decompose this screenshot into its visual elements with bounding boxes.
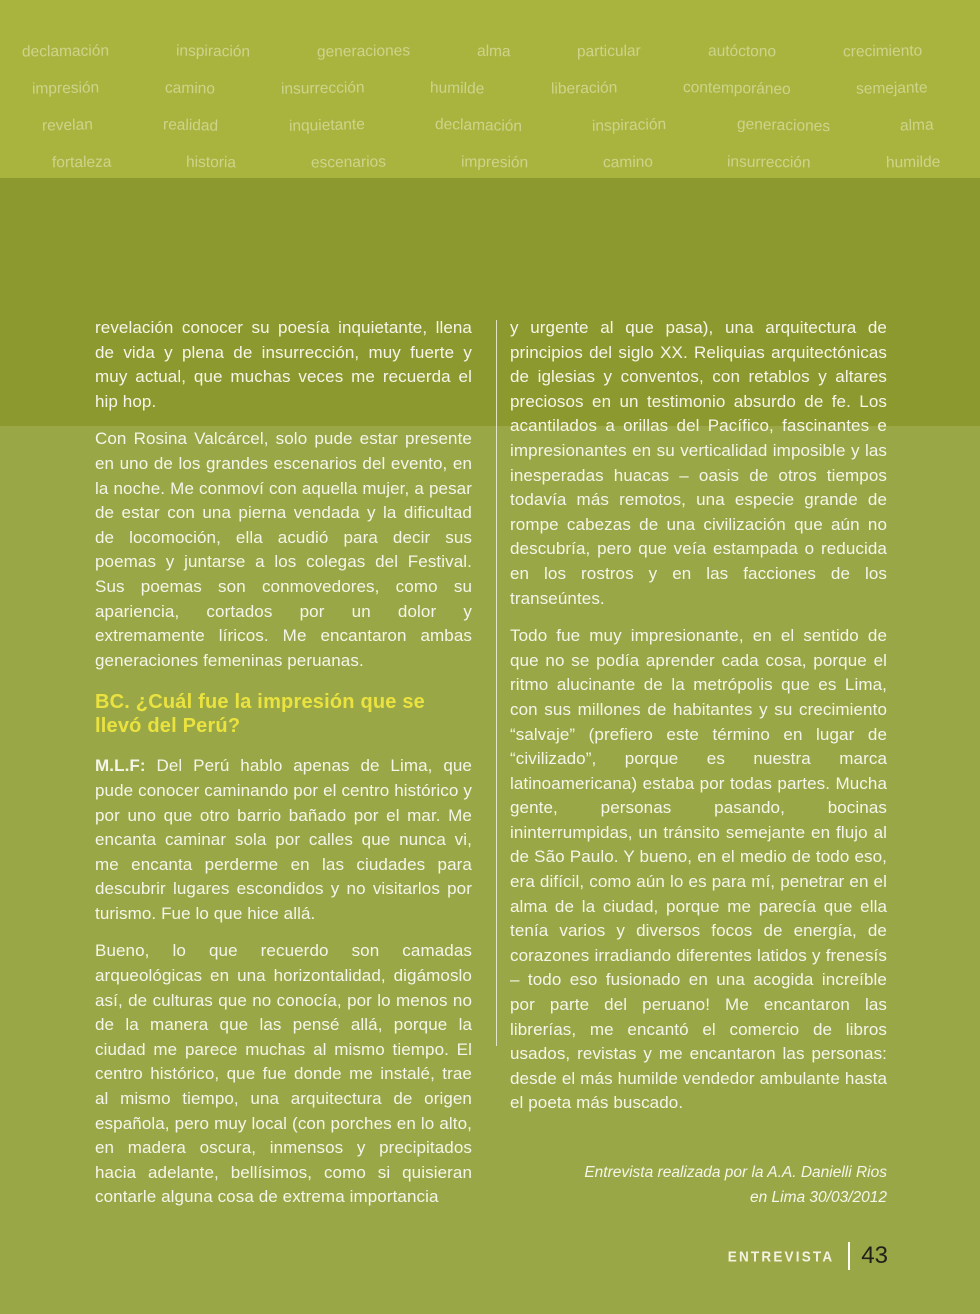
word-cloud-term: insurrección <box>727 153 812 172</box>
word-cloud-term: insurrección <box>280 79 365 98</box>
word-cloud-term: alma <box>900 116 935 135</box>
article-content <box>95 316 887 1223</box>
word-cloud-row <box>0 79 980 99</box>
word-cloud-term: escenarios <box>310 153 387 172</box>
word-cloud-row <box>0 116 980 136</box>
paragraph: Todo fue muy impresionante, en el sentido de que no se podía aprender cada cosa, porque el ritmo alucinante de la metrópolis que es Lima, con sus millones de habitantes y su crecimiento “salvaje” (prefiero este término en lugar de “civilizado”, porque es nuestra marca latinoamericana) estaba por todas partes. Mucha gente, personas pasando, bocinas ininterrumpidas, un tránsito semejante en flujo al de São Paulo. Y bueno, en el medio de todo eso, era difícil, como aún lo es para mí, penetrar en el alma de la ciudad, porque me parecía que ella tenía varios y diversos focos de energía, de corazones irradiando diferentes latidos y frenesís – todo eso fusionado en una acogida increíble por parte del peruano! Me encantaron las librerías, me encantó el comercio de libros usados, revistas y me encantaron las personas: desde el más humilde vendedor ambulante hasta el poeta más buscado. <box>510 626 887 1113</box>
section-label: ENTREVISTA <box>727 1247 835 1265</box>
page-footer <box>728 1242 888 1270</box>
word-cloud-term: inspiración <box>175 42 251 61</box>
paragraph <box>95 754 472 926</box>
word-cloud-term: contemporáneo <box>682 78 791 99</box>
word-cloud-term: crecimiento <box>842 42 923 61</box>
question-heading: BC. ¿Cuál fue la impresión que se llevó del Perú? <box>95 691 425 738</box>
word-cloud-term: realidad <box>163 116 219 135</box>
word-cloud-row <box>0 42 980 62</box>
word-cloud-term: inquietante <box>288 116 365 135</box>
word-cloud-term: generaciones <box>316 42 411 61</box>
column-right <box>510 316 887 1223</box>
word-cloud-term: humilde <box>430 79 485 98</box>
word-cloud-term: alma <box>476 42 511 61</box>
word-cloud-term: generaciones <box>736 115 831 136</box>
word-cloud-term: revelan <box>41 116 94 135</box>
attribution-line: Entrevista realizada por la A.A. Danielli Rios <box>584 1164 887 1181</box>
attribution <box>510 1160 887 1210</box>
word-cloud-row <box>0 153 980 173</box>
answer-label: M.L.F: <box>95 756 146 776</box>
word-cloud-term: impresión <box>460 153 528 172</box>
paragraph: y urgente al que pasa), una arquitectura de principios del siglo XX. Reliquias arquitectónicas de iglesias y conventos, con retablos y altares preciosos en un testimonio absurdo de fe. Los acantilados a orillas del Pacífico, fascinantes e impresionantes en su verticalidad imposible y las inesperadas huacas – oasis de otros tiempos todavía más remotos, una especie grande de rompe cabezas de una civilización que aún no descubría, pero que veía estampada o reducida en los rostros y en las facciones de los transeúntes. <box>510 318 887 608</box>
attribution-line: en Lima 30/03/2012 <box>749 1189 887 1206</box>
word-cloud-term: camino <box>602 153 653 172</box>
page-number: 43 <box>861 1242 888 1269</box>
word-cloud-term: humilde <box>885 153 941 172</box>
word-cloud-term: autóctono <box>707 42 776 61</box>
word-cloud-term: inspiración <box>592 116 667 135</box>
paragraph-text: Del Perú hablo apenas de Lima, que pude conocer caminando por el centro histórico y por uno que otro barrio bañado por el mar. Me encanta caminar sola por calles que nunca vi, me encanta perderme en las ciudades para descubrir lugares escondidos y no visitarlos por turismo. Fue lo que hice allá. <box>95 756 472 923</box>
word-cloud-term: declamación <box>434 115 523 136</box>
word-cloud-strip <box>0 0 980 178</box>
paragraph: Bueno, lo que recuerdo son camadas arqueológicas en una horizontalidad, digámoslo así, de culturas que no conocía, por lo menos no de la manera que las pensé allá, porque la ciudad me parece muchas al mismo tiempo. El centro histórico, que fue donde me instalé, trae al mismo tiempo, una arquitectura de origen española, pero muy local (con porches en lo alto, en madera oscura, inmensos y precipitados hacia adelante, bellísimos, como si quisieran contarle alguna cosa de extrema importancia <box>95 941 472 1207</box>
word-cloud-term: particular <box>577 42 642 61</box>
word-cloud-term: impresión <box>31 79 100 98</box>
column-left <box>95 316 472 1223</box>
footer-divider-bar <box>848 1242 850 1270</box>
word-cloud-term: fortaleza <box>51 153 112 172</box>
word-cloud-term: historia <box>186 153 237 172</box>
word-cloud-term: camino <box>164 79 216 98</box>
word-cloud-term: declamación <box>21 42 110 61</box>
word-cloud-term: liberación <box>550 79 618 98</box>
word-cloud <box>0 0 980 173</box>
word-cloud-term: semejante <box>856 79 929 98</box>
paragraph: Con Rosina Valcárcel, solo pude estar presente en uno de los grandes escenarios del evento, en la noche. Me conmoví con aquella mujer, a pesar de estar con una pierna vendada y la dificultad de locomoción, ella acudió para decir sus poemas y juntarse a los colegas del Festival. Sus poemas son conmovedores, como su apariencia, cortados por un dolor y extremamente líricos. Me encantaron ambas generaciones femeninas peruanas. <box>95 429 472 670</box>
column-divider <box>496 320 497 1046</box>
paragraph: revelación conocer su poesía inquietante, llena de vida y plena de insurrección, muy fuerte y muy actual, que muchas veces me recuerda el hip hop. <box>95 318 472 411</box>
